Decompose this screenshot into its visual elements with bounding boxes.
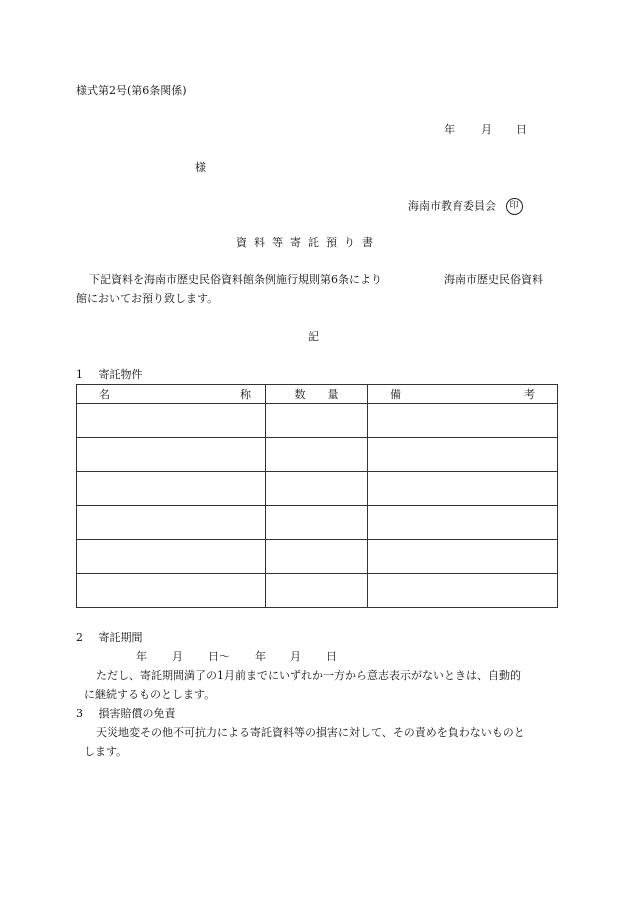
- seal-icon: 印: [506, 198, 523, 215]
- date-day-label: 日: [516, 123, 527, 136]
- section3-body-line2: します。: [84, 745, 128, 758]
- section1-title: 寄託物件: [98, 368, 143, 381]
- table-row: [77, 574, 558, 608]
- header-name: [77, 385, 266, 404]
- header-qty-left: 数: [294, 388, 306, 401]
- cell-quantity[interactable]: [266, 574, 368, 608]
- cell-notes[interactable]: [368, 540, 558, 574]
- cell-quantity[interactable]: [266, 438, 368, 472]
- period-day-to: 日: [326, 650, 337, 663]
- header-notes-right: 考: [524, 388, 535, 401]
- cell-notes[interactable]: [368, 438, 558, 472]
- intro-line2: 館においてお預り致します。: [76, 292, 219, 305]
- date-month-label: 月: [481, 123, 492, 136]
- cell-quantity[interactable]: [266, 506, 368, 540]
- cell-notes[interactable]: [368, 574, 558, 608]
- section3-heading: [76, 707, 176, 721]
- table-row: [77, 438, 558, 472]
- cell-notes[interactable]: [368, 506, 558, 540]
- table-row: [77, 472, 558, 506]
- cell-quantity[interactable]: [266, 404, 368, 438]
- header-notes: [368, 385, 558, 404]
- header-qty-right: 量: [327, 388, 339, 401]
- date-year-label: 年: [444, 123, 455, 136]
- deposit-items-table: [76, 384, 558, 608]
- section3-title: 損害賠償の免責: [98, 707, 176, 720]
- cell-notes[interactable]: [368, 472, 558, 506]
- cell-name[interactable]: [77, 404, 266, 438]
- cell-name[interactable]: [77, 540, 266, 574]
- cell-name[interactable]: [77, 574, 266, 608]
- document-title: 資料等寄託預り書: [236, 236, 380, 249]
- period-month-to: 月: [290, 650, 301, 663]
- table-header-row: [77, 385, 558, 404]
- section2-number: 2: [76, 631, 83, 644]
- issuer-name: 海南市教育委員会: [408, 199, 496, 213]
- period-year-to: 年: [255, 650, 266, 663]
- header-notes-left: 備: [390, 388, 401, 401]
- section2-title: 寄託期間: [98, 631, 143, 644]
- section2-note-line1: ただし、寄託期間満了の1月前までにいずれか一方から意志表示がないときは、自動的: [96, 669, 521, 682]
- header-name-left: 名: [99, 388, 110, 401]
- form-number: 様式第2号(第6条関係): [76, 84, 187, 97]
- period-year-from: 年: [136, 650, 147, 663]
- section1-number: 1: [76, 368, 83, 381]
- table-row: [77, 540, 558, 574]
- cell-name[interactable]: [77, 506, 266, 540]
- cell-notes[interactable]: [368, 404, 558, 438]
- table-row: [77, 404, 558, 438]
- issuer-block: [408, 198, 523, 215]
- header-name-right: 称: [240, 388, 251, 401]
- section2-note-line2: に継続するものとします。: [84, 688, 216, 701]
- period-month-from: 月: [172, 650, 183, 663]
- intro-line1-part1: 下記資料を海南市歴史民俗資料館条例施行規則第6条により: [89, 273, 382, 286]
- section1-heading: [76, 368, 143, 382]
- cell-quantity[interactable]: [266, 472, 368, 506]
- period-day-from: 日〜: [208, 650, 230, 663]
- cell-name[interactable]: [77, 438, 266, 472]
- ki-heading: 記: [308, 330, 319, 343]
- section2-heading: [76, 631, 143, 645]
- section3-number: 3: [76, 707, 83, 720]
- cell-quantity[interactable]: [266, 540, 368, 574]
- section3-body-line1: 天災地変その他不可抗力による寄託資料等の損害に対して、その責めを負わないものと: [96, 726, 525, 739]
- addressee-suffix: 様: [195, 161, 206, 174]
- header-quantity: [266, 385, 368, 404]
- intro-line1-part2: 海南市歴史民俗資料: [444, 273, 543, 286]
- table-row: [77, 506, 558, 540]
- cell-name[interactable]: [77, 472, 266, 506]
